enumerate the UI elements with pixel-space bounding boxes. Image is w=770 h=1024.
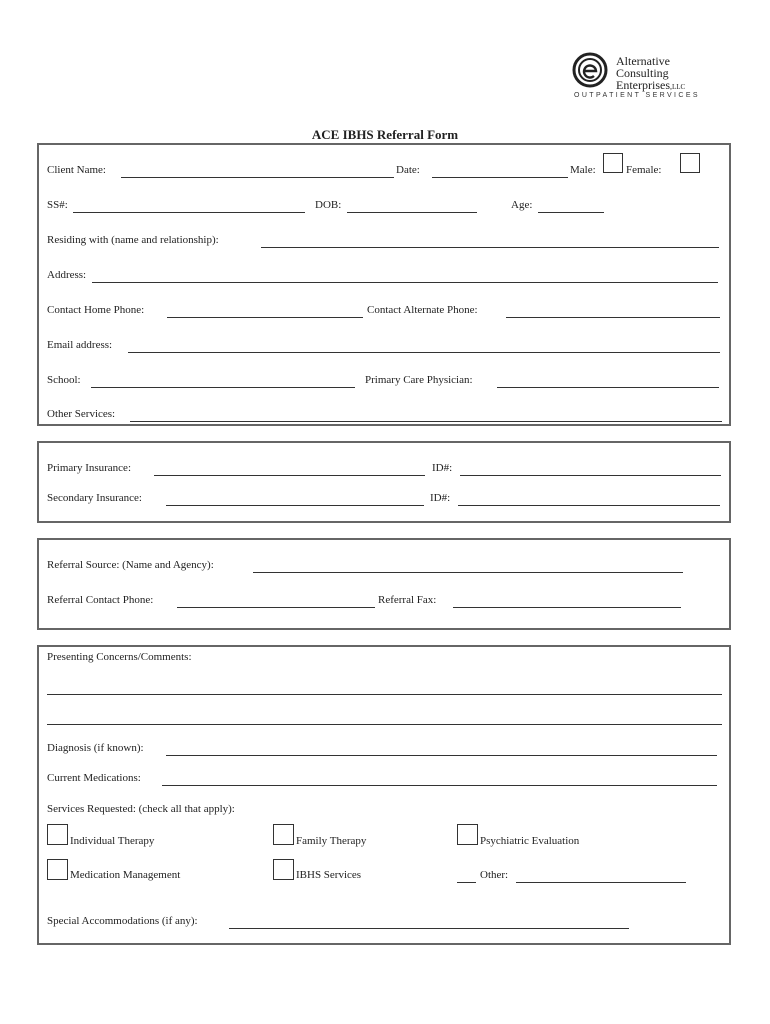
family-therapy-label: Family Therapy	[296, 835, 367, 847]
alt-phone-field[interactable]	[506, 305, 720, 318]
email-field[interactable]	[128, 340, 720, 353]
diagnosis-label: Diagnosis (if known):	[47, 742, 144, 754]
services-requested-label: Services Requested: (check all that apply):	[47, 803, 235, 815]
residing-field[interactable]	[261, 235, 719, 248]
concerns-section	[37, 645, 731, 945]
primary-insurance-label: Primary Insurance:	[47, 462, 131, 474]
male-label: Male:	[570, 164, 596, 176]
logo-tagline: OUTPATIENT SERVICES	[574, 92, 700, 99]
alt-phone-label: Contact Alternate Phone:	[367, 304, 478, 316]
ibhs-services-label: IBHS Services	[296, 869, 362, 881]
ss-label: SS#:	[47, 199, 68, 211]
secondary-insurance-field[interactable]	[166, 493, 424, 506]
referral-fax-field[interactable]	[453, 595, 681, 608]
school-label: School:	[47, 374, 81, 386]
secondary-id-field[interactable]	[458, 493, 720, 506]
pcp-field[interactable]	[497, 375, 719, 388]
medications-label: Current Medications:	[47, 772, 141, 784]
male-checkbox[interactable]	[603, 153, 623, 173]
individual-therapy-checkbox[interactable]	[47, 824, 68, 845]
referral-source-field[interactable]	[253, 560, 683, 573]
medication-management-checkbox[interactable]	[47, 859, 68, 880]
email-label: Email address:	[47, 339, 113, 351]
home-phone-label: Contact Home Phone:	[47, 304, 145, 316]
date-field[interactable]	[432, 165, 568, 178]
female-checkbox[interactable]	[680, 153, 700, 173]
psychiatric-evaluation-checkbox[interactable]	[457, 824, 478, 845]
referral-section	[37, 538, 731, 630]
residing-label: Residing with (name and relationship):	[47, 234, 219, 246]
concerns-line-1[interactable]	[47, 682, 722, 695]
form-title: ACE IBHS Referral Form	[311, 127, 459, 142]
pcp-label: Primary Care Physician:	[365, 374, 473, 386]
presenting-concerns-label: Presenting Concerns/Comments:	[47, 651, 192, 663]
dob-field[interactable]	[347, 200, 477, 213]
special-accommodations-label: Special Accommodations (if any):	[47, 915, 198, 927]
other-field[interactable]	[516, 870, 686, 883]
company-logo	[572, 50, 702, 104]
special-accommodations-field[interactable]	[229, 916, 629, 929]
referral-phone-field[interactable]	[177, 595, 375, 608]
address-label: Address:	[47, 269, 87, 281]
age-label: Age:	[511, 199, 533, 211]
dob-label: DOB:	[315, 199, 342, 211]
other-services-label: Other Services:	[47, 408, 116, 420]
individual-therapy-label: Individual Therapy	[70, 835, 155, 847]
medications-field[interactable]	[162, 773, 717, 786]
referral-fax-label: Referral Fax:	[378, 594, 437, 606]
female-label: Female:	[626, 164, 662, 176]
ibhs-services-checkbox[interactable]	[273, 859, 294, 880]
client-info-section	[37, 143, 731, 426]
other-checkbox-line[interactable]	[457, 870, 476, 883]
secondary-insurance-label: Secondary Insurance:	[47, 492, 142, 504]
secondary-id-label: ID#:	[430, 492, 451, 504]
other-services-field[interactable]	[130, 409, 722, 422]
ss-field[interactable]	[73, 200, 305, 213]
client-name-field[interactable]	[121, 165, 394, 178]
insurance-section	[37, 441, 731, 523]
referral-source-label: Referral Source: (Name and Agency):	[47, 559, 214, 571]
referral-phone-label: Referral Contact Phone:	[47, 594, 154, 606]
primary-id-field[interactable]	[460, 463, 721, 476]
address-field[interactable]	[92, 270, 718, 283]
client-name-label: Client Name:	[47, 164, 106, 176]
date-label: Date:	[396, 164, 420, 176]
family-therapy-checkbox[interactable]	[273, 824, 294, 845]
primary-insurance-field[interactable]	[154, 463, 425, 476]
school-field[interactable]	[91, 375, 355, 388]
other-label: Other:	[480, 869, 509, 881]
logo-wordmark: Alternative Consulting Enterprises,LLC	[616, 54, 686, 92]
home-phone-field[interactable]	[167, 305, 363, 318]
logo-swirl-icon	[572, 50, 612, 92]
medication-management-label: Medication Management	[70, 869, 181, 881]
primary-id-label: ID#:	[432, 462, 453, 474]
concerns-line-2[interactable]	[47, 712, 722, 725]
age-field[interactable]	[538, 200, 604, 213]
diagnosis-field[interactable]	[166, 743, 717, 756]
psychiatric-evaluation-label: Psychiatric Evaluation	[480, 835, 580, 847]
